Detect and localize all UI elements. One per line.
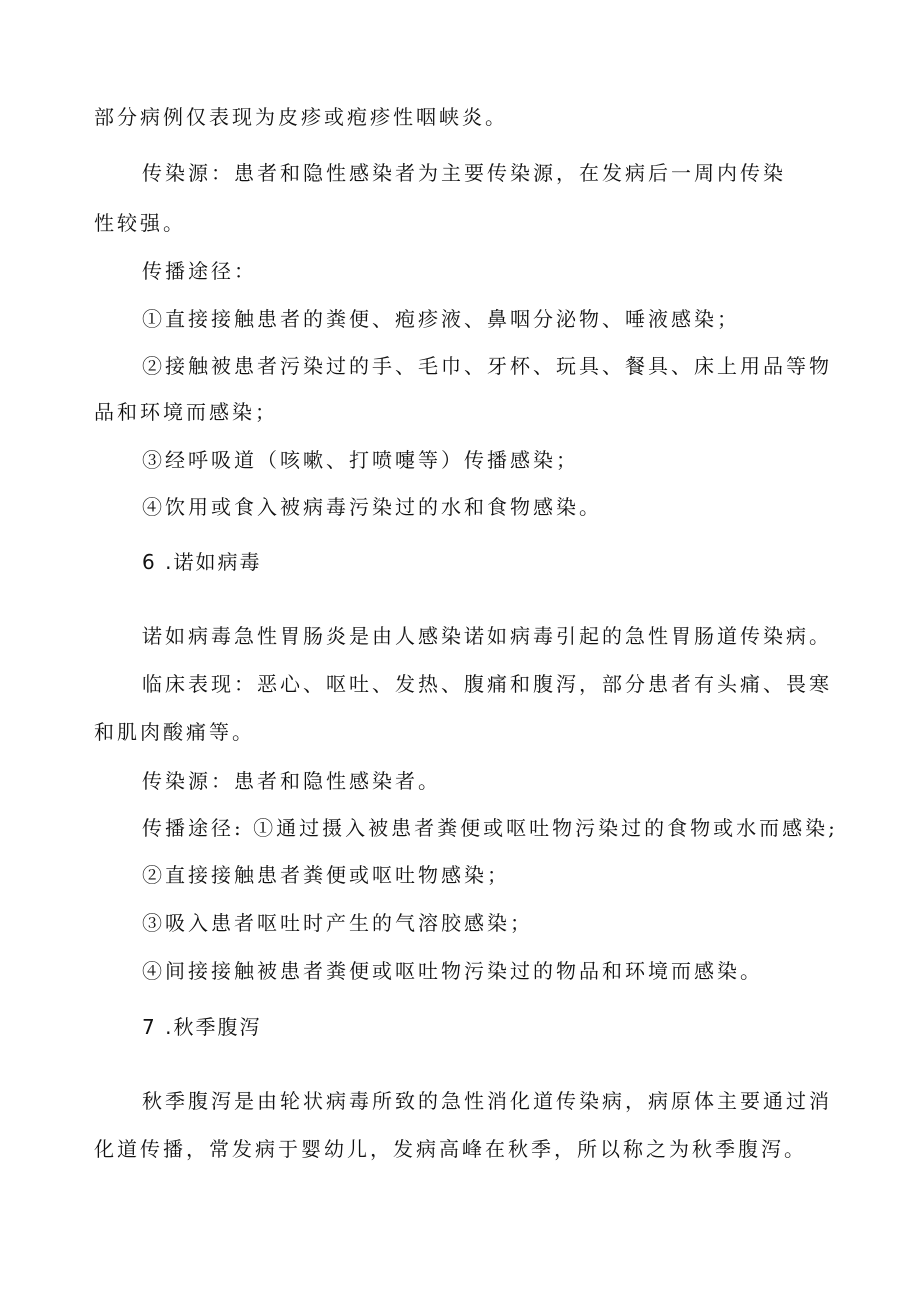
paragraph-line: ②直接接触患者粪便或呕吐物感染； bbox=[142, 863, 510, 887]
paragraph-line: ④饮用或食入被病毒污染过的水和食物感染。 bbox=[142, 495, 602, 519]
paragraph-line: ③吸入患者呕吐时产生的气溶胶感染； bbox=[142, 911, 533, 935]
paragraph-line: 诺如病毒急性胃肠炎是由人感染诺如病毒引起的急性胃肠道传染病。 bbox=[142, 624, 832, 648]
paragraph-line: 品和环境而感染； bbox=[94, 400, 278, 424]
paragraph-line: ②接触被患者污染过的手、毛巾、牙杯、玩具、餐具、床上用品等物 bbox=[142, 354, 832, 378]
paragraph-line: 临床表现：恶心、呕吐、发热、腹痛和腹泻，部分患者有头痛、畏寒 bbox=[142, 672, 832, 696]
paragraph-line: 秋季腹泻是由轮状病毒所致的急性消化道传染病，病原体主要通过消 bbox=[142, 1089, 832, 1113]
paragraph-line: 部分病例仅表现为皮疹或疱疹性咽峡炎。 bbox=[94, 105, 508, 129]
paragraph-line: ④间接接触被患者粪便或呕吐物污染过的物品和环境而感染。 bbox=[142, 959, 763, 983]
paragraph-line: 传播途径： bbox=[142, 259, 257, 283]
paragraph-line: 传播途径: ①通过摄入被患者粪便或呕吐物污染过的食物或水而感染; bbox=[142, 816, 838, 840]
section-heading: 7 .秋季腹泻 bbox=[142, 1015, 262, 1039]
section-heading: 6 .诺如病毒 bbox=[142, 550, 262, 574]
paragraph-line: ①直接接触患者的粪便、疱疹液、鼻咽分泌物、唾液感染； bbox=[142, 307, 740, 331]
paragraph-line: ③经呼吸道（咳嗽、打喷嚏等）传播感染； bbox=[142, 448, 579, 472]
paragraph-line: 和肌肉酸痛等。 bbox=[94, 720, 255, 744]
paragraph-line: 性较强。 bbox=[94, 211, 186, 235]
paragraph-line: 传染源：患者和隐性感染者。 bbox=[142, 769, 441, 793]
paragraph-line: 化道传播，常发病于婴幼儿，发病高峰在秋季，所以称之为秋季腹泻。 bbox=[94, 1137, 807, 1161]
paragraph-line: 传染源：患者和隐性感染者为主要传染源，在发病后一周内传染 bbox=[142, 161, 786, 185]
